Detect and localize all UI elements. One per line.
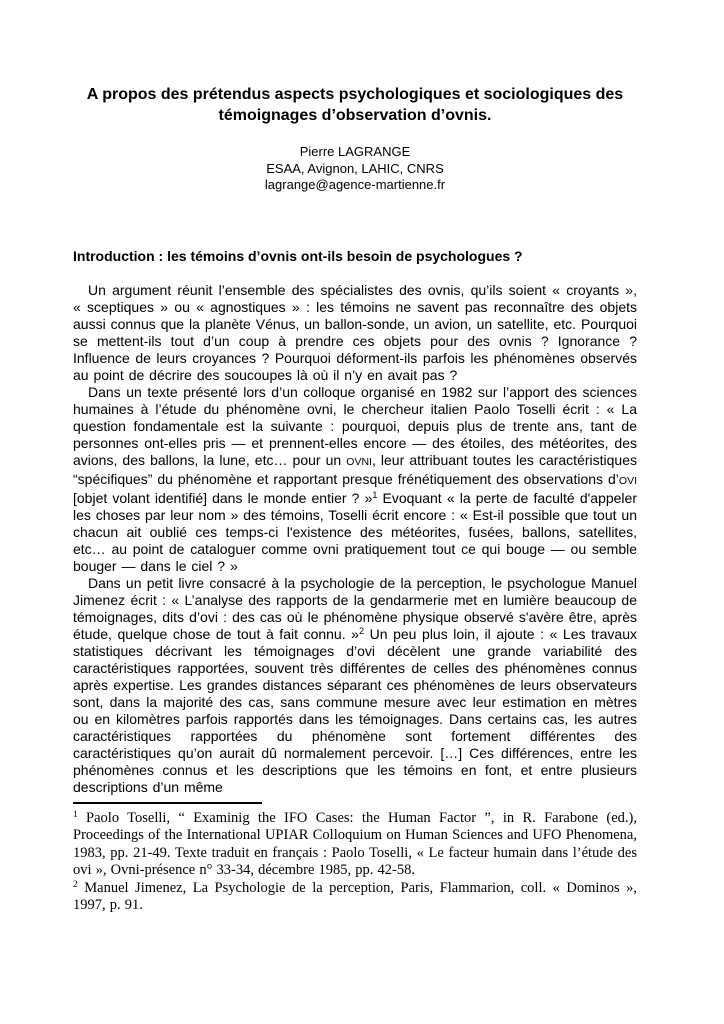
body-paragraph-2: Dans un texte présenté lors d’un colloque organisé en 1982 sur l’apport des sciences humaines à l’étude du phénomène ovni, le chercheur italien Paolo Toselli écrit : « La question fondamentale est la suivante : pourquoi, depuis plus de trente ans, tant de personnes ont-elles pris — et prennent-elles encore — des étoiles, des météorites, des avions, des ballons, la lune, etc… pour un OVNI, leur attribuant toutes les caractéristiques “spécifiques” du phénomène et rapportant presque frénétiquement des observations d’OVI [objet volant identifié] dans le monde entier ? »$^1$ Evoquant « la perte de faculté d'appeler les choses par leur nom » des témoins, Toselli écrit encore : « Est-il possible que tout un chacun ait oublié ces temps-ci l'existence des météorites, fusées, ballons, satellites, etc… au point de cataloguer comme ovni pratiquement tout ce qui bouge — ou semble bouger — dans le ciel ? » xyxy=(73,383,637,574)
footnote-separator xyxy=(73,802,262,804)
author-block xyxy=(73,144,637,194)
body-paragraph-1: Un argument réunit l’ensemble des spécialistes des ovnis, qu’ils soient « croyants », « sceptiques » ou « agnostiques » : les témoins ne savent pas reconnaître des objets aussi connus que la planète Vénus, un ballon-sonde, un avion, un satellite, etc. Pourquoi se mettent-ils tout d’un coup à prendre ces objets pour des ovnis ? Ignorance ? Influence de leurs croyances ? Pourquoi déforment-ils parfois les phénomènes observés au point de décrire des soucoupes là où il n’y en avait pas ? xyxy=(73,281,637,383)
paper-title: A propos des prétendus aspects psychologiques et sociologiques des témoignages d’observation d’ovnis. xyxy=(86,86,624,124)
author-affiliation: ESAA, Avignon, LAHIC, CNRS xyxy=(266,160,444,176)
page-content xyxy=(73,0,637,915)
footnotes-section xyxy=(73,810,637,915)
section-heading: Introduction : les témoins d’ovnis ont-ils besoin de psychologues ? xyxy=(73,247,523,264)
footnote-2: $^2$ Manuel Jimenez, La Psychologie de la perception, Paris, Flammarion, coll. « Dominos », 1997, p. 91. xyxy=(73,879,637,913)
author-email: lagrange@agence-martienne.fr xyxy=(264,177,446,192)
body-paragraph-3: Dans un petit livre consacré à la psychologie de la perception, le psychologue Manuel Jimenez écrit : « L’analyse des rapports de la gendarmerie met en lumière beaucoup de témoignages, dits d’ovi : des cas où le phénomène physique observé s'avère être, après étude, quelque chose de tout à fait connu. »$^2$ Un peu plus loin, il ajoute : « Les travaux statistiques décrivant les témoignages d’ovi décèlent une grande variabilité des caractéristiques rapportées, souvent très différentes de celles des phénomènes connus après expertise. Les grandes distances séparant ces phénomènes de leurs observateurs sont, dans la majorité des cas, sans commune mesure avec leur estimation en mètres ou en kilomètres parfois rapportés dans les témoignages. Dans certains cas, les autres caractéristiques rapportées du phénomène sont fortement différentes des caractéristiques qu’on aurait dû normalement percevoir. […] Ces différences, entre les phénomènes connus et les descriptions que les témoins en font, et entre plusieurs descriptions d’un même xyxy=(73,574,637,795)
author-name: Pierre LAGRANGE xyxy=(299,144,411,159)
footnote-1: $^1$ Paolo Toselli, “ Examinig the IFO Cases: the Human Factor ”, in R. Farabone (ed.), Proceedings of the International UPIAR Colloquium on Human Sciences and UFO Phenomena, 1983, pp. 21-49. Texte traduit en français : Paolo Toselli, « Le facteur humain dans l’étude des ovi », Ovni-présence n° 33-34, décembre 1985, pp. 42-58. xyxy=(73,809,637,878)
